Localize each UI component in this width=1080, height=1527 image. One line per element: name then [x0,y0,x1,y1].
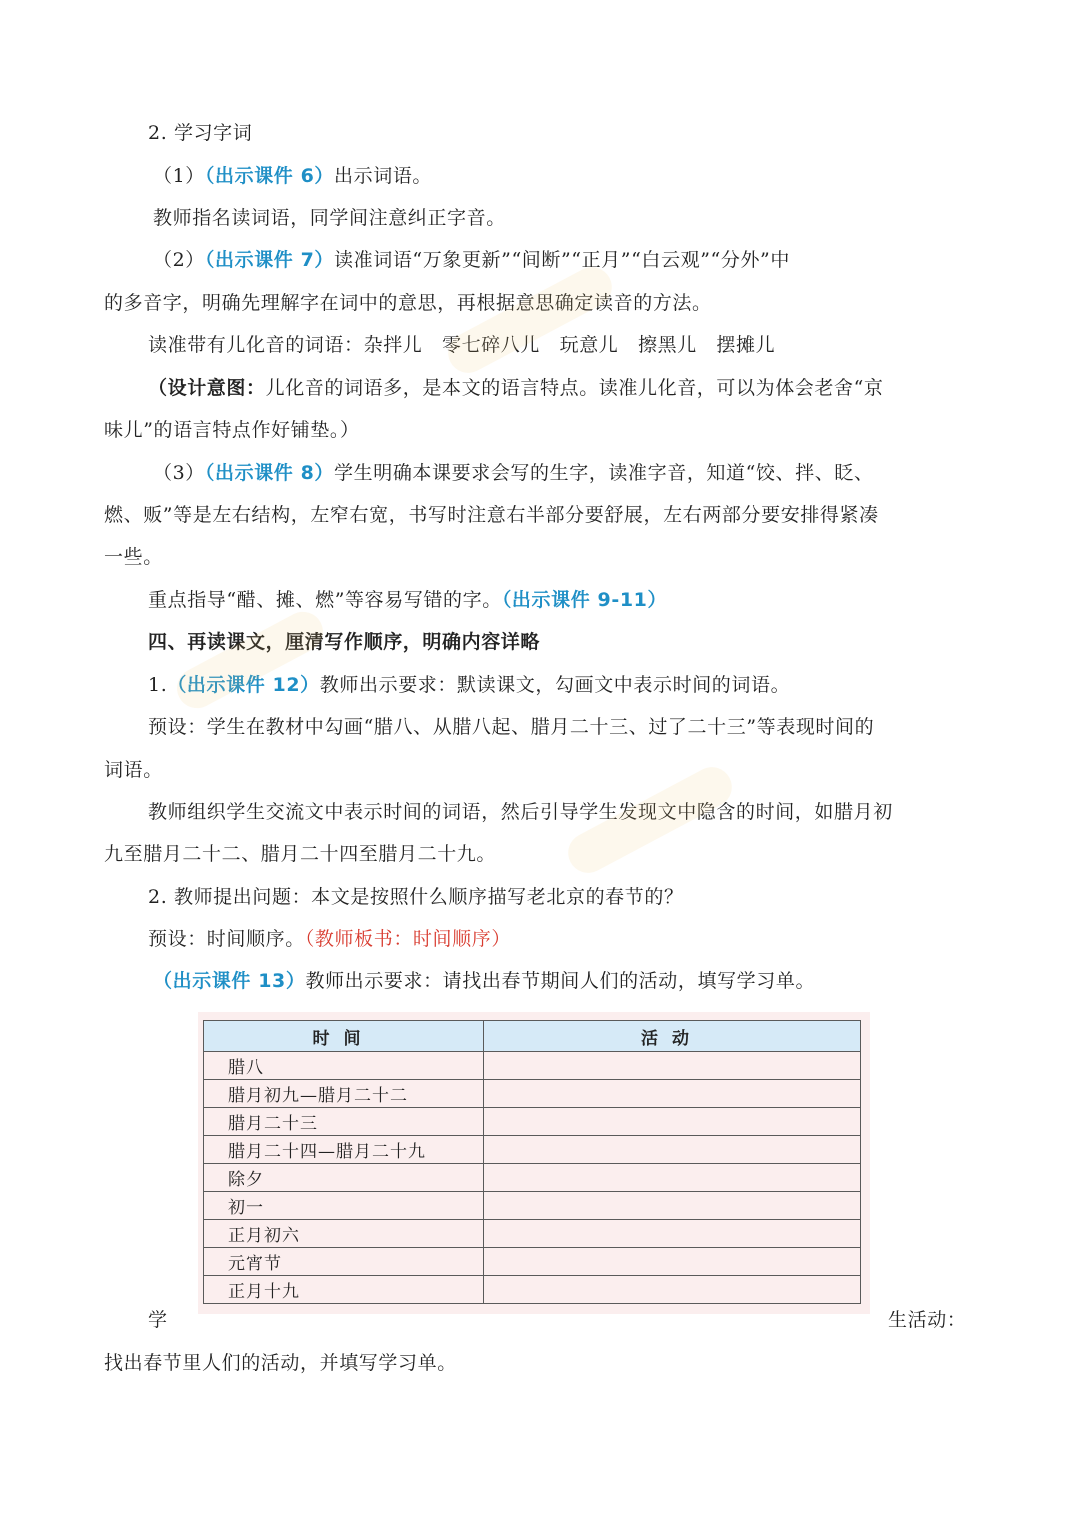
activity-cell [484,1108,861,1136]
activity-cell [484,1136,861,1164]
study-sheet-table [203,1020,861,1307]
text: 的多音字，明确先理解字在词中的意思，再根据意思确定读音的方法。 [104,292,712,314]
table [203,1020,861,1304]
courseware-tag: （出示课件 9-11） [501,589,668,611]
text: 学生明确本课要求会写的生字，读准字音，知道“饺、拌、眨、 [334,462,874,484]
courseware-tag: （出示课件 7） [204,249,335,271]
paragraph-key-guidance [148,585,667,615]
paragraph-continuation [104,500,879,530]
header-activity: 活动 [484,1021,861,1052]
text: 预设：学生在教材中勾画“腊八、从腊八起、腊月二十三、过了二十三”等表现时间的 [148,716,875,738]
paragraph-continuation [104,415,360,445]
time-cell: 腊月二十四—腊月二十九 [204,1136,484,1164]
text: 读准带有儿化音的词语：杂拌儿 零七碎八儿 玩意儿 擦黑儿 摆摊儿 [148,334,776,356]
table-row [204,1220,861,1248]
paragraph-step-2 [153,245,790,275]
text: 2. 教师提出问题：本文是按照什么顺序描写老北京的春节的？ [148,886,684,908]
time-cell: 元宵节 [204,1248,484,1276]
text: 学 [148,1309,168,1331]
courseware-tag: （出示课件 12） [167,674,320,696]
text: 教师指名读词语，同学间注意纠正字音。 [153,207,506,229]
paragraph-preset [148,712,874,742]
time-cell: 腊八 [204,1052,484,1080]
paragraph-courseware-13 [153,966,815,996]
text: 生活动： [888,1309,967,1331]
step-number: （3） [153,462,205,484]
activity-cell [484,1220,861,1248]
paragraph-continuation [104,1348,457,1378]
text: 2. 学习字词 [148,122,253,144]
paragraph-continuation [104,839,496,869]
text: 燃、贩”等是左右结构，左窄右宽，书写时注意右半部分要舒展，左右两部分要安排得紧凑 [104,504,879,526]
time-cell: 正月十九 [204,1276,484,1304]
table-row [204,1108,861,1136]
time-cell: 腊月二十三 [204,1108,484,1136]
text: 出示词语。 [334,165,433,187]
paragraph-step-1 [153,161,432,191]
table-header-row [204,1021,861,1052]
text: 找出春节里人们的活动，并填写学习单。 [104,1352,457,1374]
activity-cell [484,1248,861,1276]
activity-cell [484,1052,861,1080]
text: 四、再读课文，厘清写作顺序，明确内容详略 [148,631,541,653]
text: 儿化音的词语多，是本文的语言特点。读准儿化音，可以为体会老舍“京 [265,377,884,399]
text: 教师出示要求：请找出春节期间人们的活动，填写学习单。 [305,970,816,992]
courseware-tag: （出示课件 13） [153,970,306,992]
text: 一些。 [104,546,163,568]
table-row [204,1052,861,1080]
text: 预设：时间顺序。 [148,928,305,950]
text: 教师组织学生交流文中表示时间的词语，然后引导学生发现文中隐含的时间，如腊月初 [148,801,893,823]
table-row [204,1164,861,1192]
text: 九至腊月二十二、腊月二十四至腊月二十九。 [104,843,497,865]
step-number: 1. [148,674,168,696]
section-heading-study-words [148,118,252,148]
text: 味儿”的语言特点作好铺垫。） [104,419,360,441]
step-number: （2） [153,249,205,271]
activity-cell [484,1164,861,1192]
paragraph [148,797,893,827]
table-row [204,1248,861,1276]
table-row [204,1276,861,1304]
section-heading-reread [148,627,540,657]
table-row [204,1192,861,1220]
paragraph-student-activity-end [888,1305,966,1335]
paragraph-step-3 [153,458,874,488]
paragraph-continuation [104,542,163,572]
activity-cell [484,1192,861,1220]
paragraph [153,203,506,233]
time-cell: 正月初六 [204,1220,484,1248]
step-number: （1） [153,165,205,187]
paragraph-item-2 [148,882,684,912]
blackboard-note: （教师板书：时间顺序） [304,928,511,950]
watermark-logo [441,260,619,380]
activity-cell [484,1276,861,1304]
time-cell: 腊月初九—腊月二十二 [204,1080,484,1108]
table-row [204,1136,861,1164]
courseware-tag: （出示课件 8） [204,462,335,484]
time-cell: 除夕 [204,1164,484,1192]
header-time: 时间 [204,1021,484,1052]
text: 重点指导“醋、摊、燃”等容易写错的字。 [148,589,502,611]
paragraph-continuation [104,755,163,785]
activity-cell [484,1080,861,1108]
time-cell: 初一 [204,1192,484,1220]
table-row [204,1080,861,1108]
text: 教师出示要求：默读课文，勾画文中表示时间的词语。 [319,674,791,696]
design-intent [148,373,884,403]
paragraph-continuation [104,288,712,318]
paragraph-student-activity-start [148,1305,168,1335]
text: 读准词语“万象更新”“间断”“正月”“白云观”“分外”中 [334,249,790,271]
text: 词语。 [104,759,163,781]
paragraph-preset [148,924,511,954]
courseware-tag: （出示课件 6） [204,165,335,187]
design-intent-label: （设计意图： [148,377,266,399]
